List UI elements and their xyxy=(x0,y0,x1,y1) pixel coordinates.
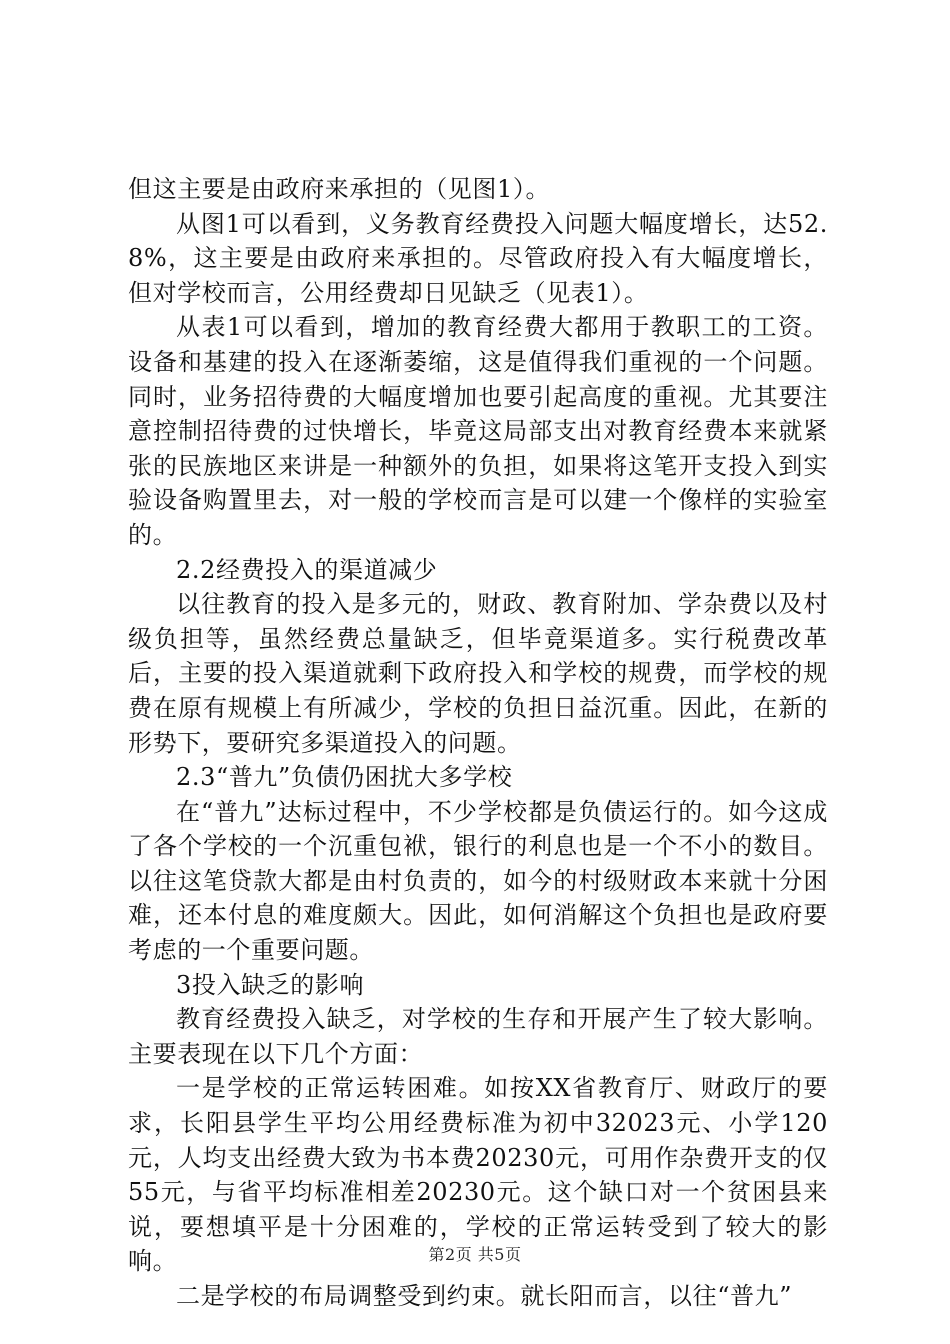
paragraph: 二是学校的布局调整受到约束。就长阳而言，以往“普九” xyxy=(176,1282,793,1310)
section-heading-2-2: 2.2经费投入的渠道减少 xyxy=(176,555,438,584)
paragraph: 从图1可以看到，义务教育经费投入问题大幅度增长，达52.8%，这主要是由政府来承担的。尽管政府投入有大幅度增长，但对学校而言，公用经费却日见缺乏（见表1）。 xyxy=(128,209,828,307)
paragraph: 一是学校的正常运转困难。如按XX省教育厅、财政厅的要求，长阳县学生平均公用经费标准为初中32023元、小学120元，人均支出经费大致为书本费20230元，可用作杂费开支的仅55元，与省平均标准相差20230元。这个缺口对一个贫困县来说，要想填平是十分困难的，学校的正常运转受到了较大的影响。 xyxy=(128,1074,828,1276)
paragraph: 以往教育的投入是多元的，财政、教育附加、学杂费以及村级负担等，虽然经费总量缺乏，但毕竟渠道多。实行税费改革后，主要的投入渠道就剩下政府投入和学校的规费，而学校的规费在原有规模上有所减少，学校的负担日益沉重。因此，在新的形势下，要研究多渠道投入的问题。 xyxy=(128,590,828,757)
paragraph: 但这主要是由政府来承担的（见图1）。 xyxy=(128,175,551,203)
paragraph: 从表1可以看到，增加的教育经费大都用于教职工的工资。设备和基建的投入在逐渐萎缩，这是值得我们重视的一个问题。同时，业务招待费的大幅度增加也要引起高度的重视。尤其要注意控制招待费的过快增长，毕竟这局部支出对教育经费本来就紧张的民族地区来讲是一种额外的负担，如果将这笔开支投入到实验设备购置里去，对一般的学校而言是可以建一个像样的实验室的。 xyxy=(128,313,828,549)
paragraph: 教育经费投入缺乏，对学校的生存和开展产生了较大影响。主要表现在以下几个方面： xyxy=(128,1005,828,1068)
section-heading-3: 3投入缺乏的影响 xyxy=(176,970,365,999)
paragraph: 在“普九”达标过程中，不少学校都是负债运行的。如今这成了各个学校的一个沉重包袱，银行的利息也是一个不小的数目。以往这笔贷款大都是由村负责的，如今的村级财政本来就十分困难，还本付息的难度颇大。因此，如何消解这个负担也是政府要考虑的一个重要问题。 xyxy=(128,797,828,965)
page-footer: 第2页 共5页 xyxy=(428,1245,522,1264)
section-heading-2-3: 2.3“普九”负债仍困扰大多学校 xyxy=(176,763,513,792)
document-body xyxy=(128,172,828,1314)
